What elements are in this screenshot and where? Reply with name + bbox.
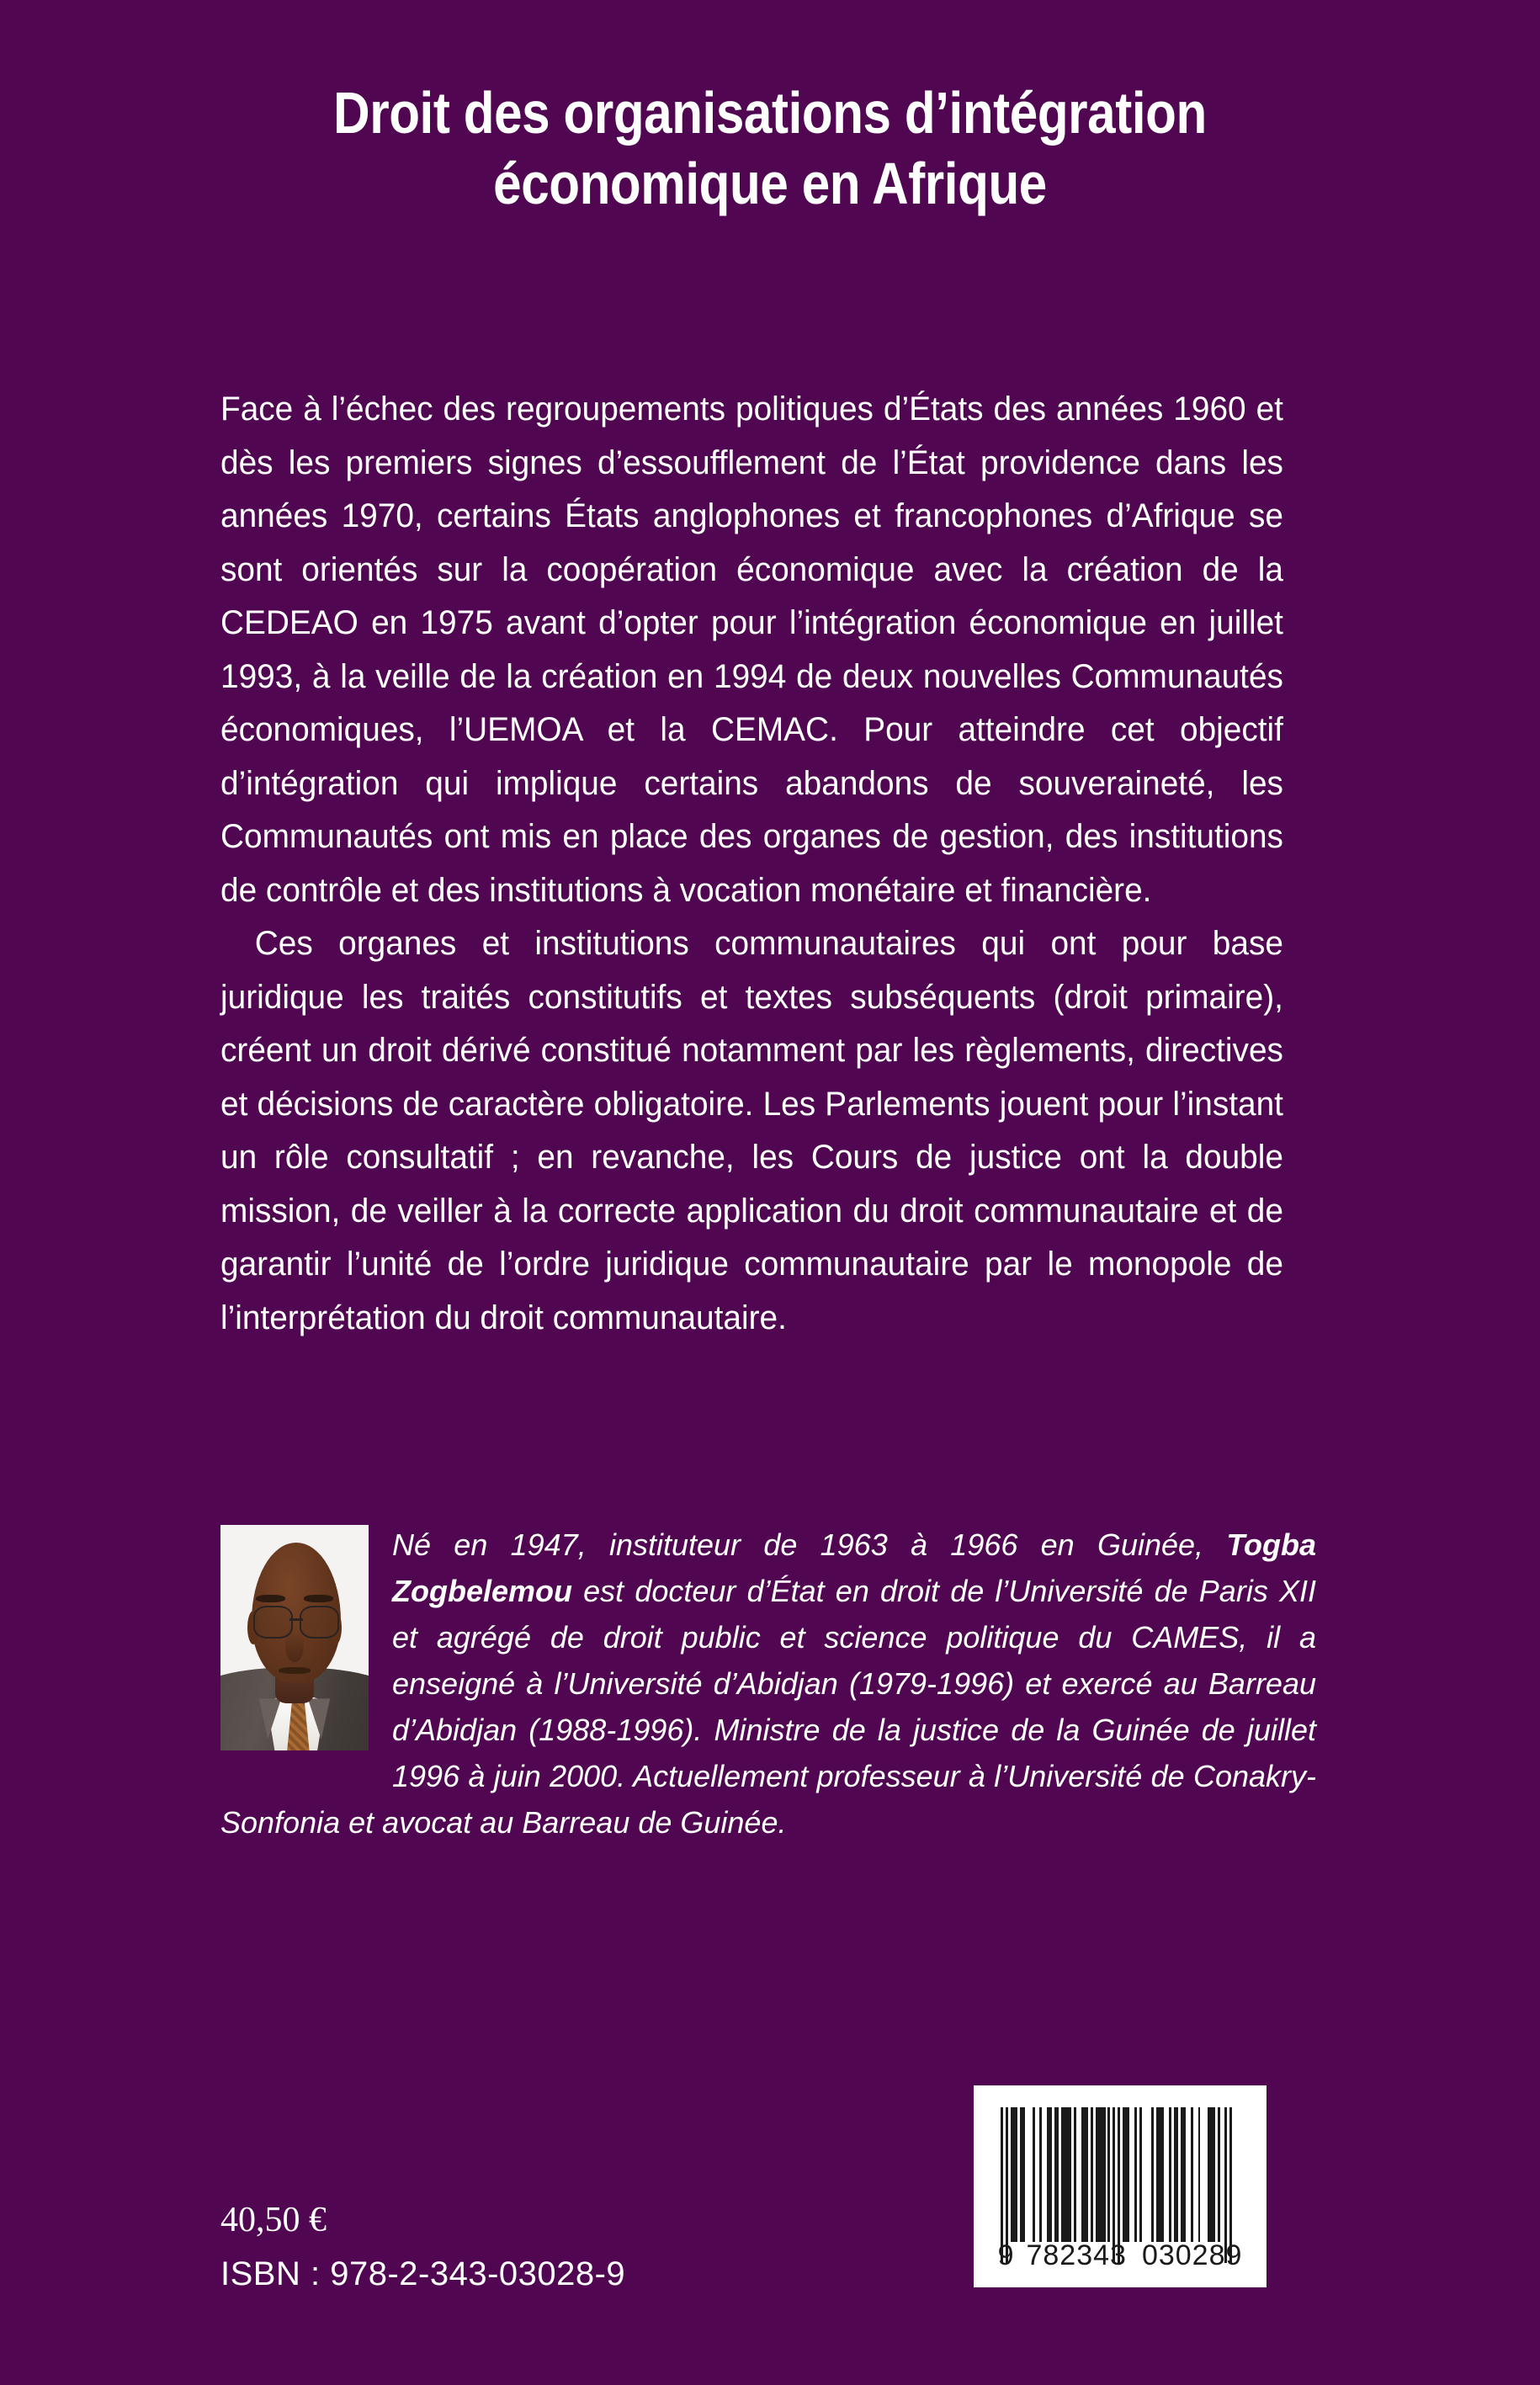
barcode-digits-right: 030289 bbox=[1141, 2239, 1243, 2271]
barcode-digits bbox=[974, 2239, 1267, 2272]
bio-rest: est docteur d’État en droit de l’Université de Paris XII et agrégé de droit public et science politique du CAMES, il a enseigné à l’Université d’Abidjan (1979-1996) et exercé au Barreau d’Abidjan (1988-1996). Ministre de la justice de la Guinée de juillet 1996 à juin 2000. Actuellement professeur à l’Université de Conakry-Sonfonia et avocat au Barreau de Guinée. bbox=[220, 1574, 1316, 1840]
barcode-bar bbox=[1208, 2107, 1215, 2242]
blurb-text bbox=[220, 383, 1316, 1345]
barcode-digit-lead: 9 bbox=[997, 2239, 1015, 2271]
barcode-bar bbox=[1081, 2107, 1089, 2242]
portrait-nose bbox=[285, 1631, 303, 1663]
portrait-illustration bbox=[220, 1525, 369, 1750]
barcode-bar bbox=[1011, 2107, 1018, 2242]
portrait-mouth bbox=[279, 1667, 311, 1674]
barcode-digits-left: 782343 bbox=[1026, 2239, 1127, 2271]
barcode-bars bbox=[1001, 2107, 1232, 2242]
portrait-eyebrow-right bbox=[304, 1595, 333, 1602]
author-photo bbox=[220, 1525, 369, 1750]
barcode-bar bbox=[1123, 2107, 1130, 2242]
barcode-space bbox=[1200, 2107, 1208, 2242]
author-bio-text bbox=[220, 1522, 1316, 1846]
book-title-line-1: Droit des organisations d’intégration bbox=[333, 80, 1207, 146]
blurb-paragraph-1: Face à l’échec des regroupements politiques d’États des années 1960 et dès les premiers signes d’essoufflement de l’État providence dans les années 1970, certains États anglophones et francophones d’Afrique se sont orientés sur la coopération économique avec la création de la CEDEAO en 1975 avant d’opter pour l’intégration économique en juillet 1993, à la veille de la création en 1994 de deux nouvelles Communautés économiques, l’UEMOA et la CEMAC. Pour atteindre cet objectif d’intégration qui implique certains abandons de souveraineté, les Communautés ont mis en place des organes de gestion, des institutions de contrôle et des institutions à vocation monétaire et financière. bbox=[220, 390, 1283, 909]
portrait-glasses-bridge bbox=[289, 1618, 303, 1621]
barcode-bar bbox=[1156, 2107, 1164, 2242]
portrait-lens-right bbox=[300, 1606, 339, 1639]
barcode-bar bbox=[1096, 2107, 1106, 2242]
barcode-space bbox=[1025, 2107, 1033, 2242]
bio-intro: Né en 1947, instituteur de 1963 à 1966 en Guinée, bbox=[392, 1527, 1227, 1562]
book-title-line-2: économique en Afrique bbox=[493, 151, 1047, 216]
blurb-paragraph-2: Ces organes et institutions communautaires qui ont pour base juridique les traités constitutifs et textes subséquents (droit primaire), créent un droit dérivé constitué notamment par les règlements, directives et décisions de caractère obligatoire. Les Parlements jouent pour l’instant un rôle consultatif ; en revanche, les Cours de justice ont la double mission, de veiller à la correcte application du droit communautaire et de garantir l’unité de l’ordre juridique communautaire par le monopole de l’interprétation du droit communautaire. bbox=[220, 925, 1283, 1336]
author-bio bbox=[220, 1522, 1316, 1846]
barcode-space bbox=[1142, 2107, 1152, 2242]
isbn-label: ISBN : 978-2-343-03028-9 bbox=[220, 2255, 626, 2292]
portrait-eyebrow-left bbox=[256, 1595, 285, 1602]
barcode-bar bbox=[1061, 2107, 1071, 2242]
price-label: 40,50 € bbox=[220, 2201, 327, 2239]
barcode bbox=[974, 2085, 1267, 2287]
book-title bbox=[168, 77, 1372, 219]
author-name: Togba Zogbelemou bbox=[392, 1527, 1316, 1608]
